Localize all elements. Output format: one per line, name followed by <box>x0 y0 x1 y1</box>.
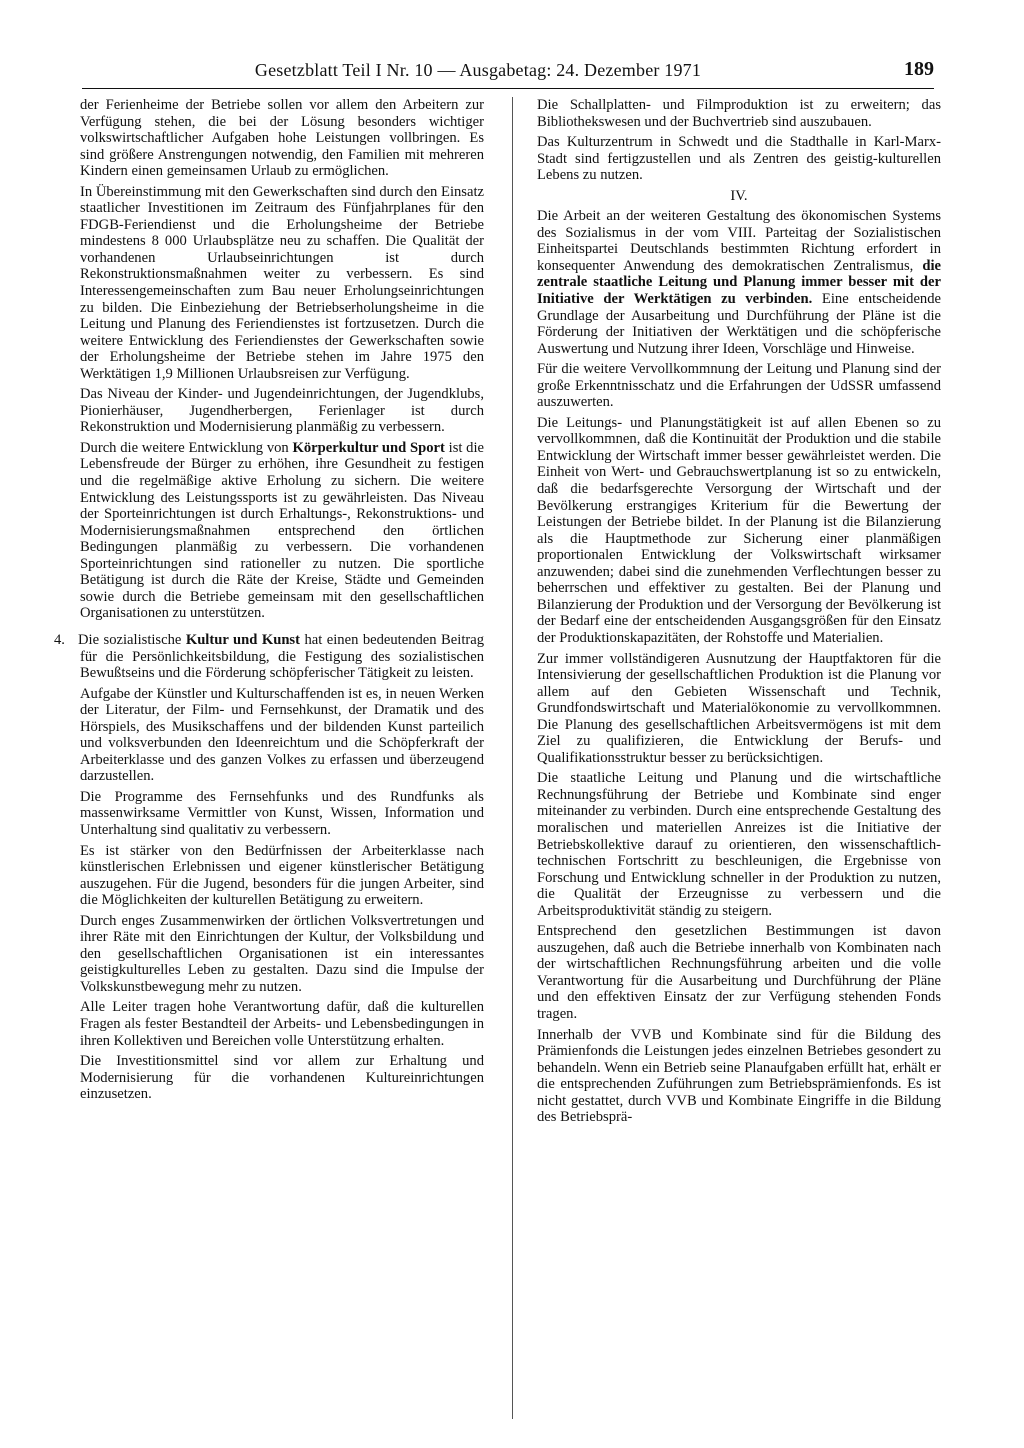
right-paragraph-1: Die Schallplatten- und Filmproduktion ist zu erweitern; das Bibliothekswesen und der Buchvertrieb sind auszubauen. <box>537 97 941 130</box>
right-paragraph-8: Entsprechend den gesetzlichen Bestimmungen ist davon auszugehen, daß auch die Betriebe innerhalb von Kombinaten nach der wirtschaftlichen Rechnungsführung arbeiten und die volle Verantwortung für die Ausarbeitung und Durchführung der Pläne und den effektiven Einsatz der zur Verfügung stehenden Fonds tragen. <box>537 923 941 1022</box>
item-4-number: 4. <box>54 631 65 648</box>
left-paragraph-1: der Ferienheime der Betriebe sollen vor allem den Arbeitern zur Verfügung stehen, die bei der Lösung besonders wichtiger volkswirtschaftlicher Aufgaben hohe Leistungen vollbringen. Es sind größere Anstrengungen notwendig, den Familien mit mehreren Kindern einen gemeinsamen Urlaub zu ermöglichen. <box>80 97 484 180</box>
page-header <box>82 58 934 89</box>
left-item-4-text-c: hat einen bedeutenden Beitrag für die Persönlichkeitsbildung, die Festigung des sozialistischen Bewußtseins und die Förderung schöpferischer Tätigkeit zu leisten. <box>80 631 485 682</box>
left-paragraph-10: Alle Leiter tragen hohe Verantwortung dafür, daß die kulturellen Fragen als fester Bestandteil der Arbeits- und Lebensbedingungen in ihren Kollektiven und Bereichen volle Unterstützung erhalten. <box>80 999 484 1049</box>
left-paragraph-4-text-a: Durch die weitere Entwicklung von <box>80 439 293 456</box>
left-paragraph-8: Es ist stärker von den Bedürfnissen der Arbeiterklasse nach künstlerischen Erlebnissen und eigener künstlerischer Betätigung auszugehen. Für die Jugend, besonders für die jungen Arbeiter, sind die Möglichkeiten der kulturellen Betätigung zu erweitern. <box>80 842 484 909</box>
right-paragraph-3-bold: die zentrale staatliche Leitung und Planung immer besser mit der Initiative der Werktätigen zu verbinden. <box>537 257 941 308</box>
header-title: Gesetzblatt Teil I Nr. 10 — Ausgabetag: 24. Dezember 1971 <box>254 60 702 80</box>
left-paragraph-4-text-c: ist die Lebensfreude der Bürger zu erhöhen, ihre Gesundheit zu festigen und die regelmäßige aktive Erholung zu sichern. Die weitere Entwicklung des Leistungssports ist zu gewährleisten. Das Niveau der Sporteinrichtungen ist durch Erhaltungs-, Rekonstruktions- und Modernisierungsmaßnahmen entsprechend den örtlichen Bedingungen planmäßig zu verbessern. Die vorhandenen Sporteinrichtungen sind rationeller zu nutzen. Die sportliche Betätigung ist durch die Räte der Kreise, Städte und Gemeinden sowie durch die Betriebe gemeinsam mit den gesellschaftlichen Organisationen zu unterstützen. <box>80 439 485 622</box>
right-paragraph-3 <box>537 208 941 357</box>
left-item-4 <box>54 631 485 682</box>
left-item-4-bold: Kultur und Kunst <box>185 631 300 648</box>
right-paragraph-3-text-c: Eine entscheidende Grundlage der Ausarbeitung und Durchführung der Pläne ist die Förderung der Initiativen der Werktätigen und die schöpferische Auswertung und Nutzung ihrer Ideen, Vorschläge und Hinweise. <box>537 291 941 357</box>
right-paragraph-3-text-a: Die Arbeit an der weiteren Gestaltung des ökonomischen Systems des Sozialismus in der vom VIII. Parteitag der Sozialistischen Einheitspartei Deutschlands bestimmten Richtung erfordert in konsequenter Anwendung des demokratischen Zentralismus, <box>537 208 941 274</box>
right-paragraph-6: Zur immer vollständigeren Ausnutzung der Hauptfaktoren für die Intensivierung der gesellschaftlichen Produktion ist die Planung vor allem auf den Gebieten Wissenschaft und Technik, Grundfondswirtschaft und Materialökonomie zu vervollkommnen. Die Planung des gesellschaftlichen Arbeitsvermögens ist mit dem Ziel zu qualifizieren, die Entwicklung der Berufs- und Qualifikationsstruktur besser zu berücksichtigen. <box>537 650 941 766</box>
left-paragraph-7: Die Programme des Fernsehfunks und des Rundfunks als massenwirksame Vermittler von Kunst, Wissen, Information und Unterhaltung sind qualitativ zu verbessern. <box>80 788 484 838</box>
left-paragraph-11: Die Investitionsmittel sind vor allem zur Erhaltung und Modernisierung für die vorhandenen Kultureinrichtungen einzusetzen. <box>80 1053 484 1103</box>
left-item-4-text-a: Die sozialistische <box>78 631 186 648</box>
section-heading: IV. <box>730 187 748 204</box>
column-divider <box>512 97 513 1419</box>
right-paragraph-4: Für die weitere Vervollkommnung der Leitung und Planung sind der große Erkenntnisschatz und die Erfahrungen der UdSSR umfassend auszuwerten. <box>537 361 941 411</box>
left-paragraph-6: Aufgabe der Künstler und Kulturschaffenden ist es, in neuen Werken der Literatur, der Film- und Fernsehkunst, der Dramatik und des Hörspiels, des Musikschaffens und der bildenden Kunst parteilich und volksverbunden den Ideenreichtum und die Schöpferkraft der Arbeiterklasse und des ganzen Volkes zu erfassen und überzeugend darzustellen. <box>80 685 484 785</box>
right-paragraph-5: Die Leitungs- und Planungstätigkeit ist auf allen Ebenen so zu vervollkommnen, daß die Kontinuität der Produktion und die stabile Entwicklung der Wirtschaft immer besser gewährleistet werden. Die Einheit von Wert- und Gebrauchswertplanung ist so zu entwickeln, daß die bedarfsgerechte Versorgung der Wirtschaft und der Bevölkerung erstrangiges Kriterium für die Bewertung der Leistungen der Betriebe bildet. In der Planung ist die Bilanzierung als die Hauptmethode zur Sicherung einer planmäßigen proportionalen Entwicklung der Volkswirtschaft wirksamer anzuwenden; dabei sind die zunehmenden Verflechtungen besser zu beherrschen und effektiver zu gestalten. Bei der Planung und Bilanzierung der Produktion und der Versorgung der Bevölkerung ist der Bedarf eine der entscheidenden Ausgangsgrößen für den Einsatz der Produktionskapazitäten, der Rohstoffe und Materialien. <box>537 414 941 646</box>
right-paragraph-9: Innerhalb der VVB und Kombinate sind für die Bildung des Prämienfonds die Leistungen jedes einzelnen Betriebes gesondert zu behandeln. Wenn ein Betrieb seine Planaufgaben erfüllt hat, erhält er die entsprechenden Zuführungen zum Betriebsprämienfonds. Es ist nicht gestattet, durch VVB und Kombinate Eingriffe in die Bildung des Betriebsprä- <box>537 1026 941 1126</box>
left-paragraph-2: In Übereinstimmung mit den Gewerkschaften sind durch den Einsatz staatlicher Investitionen im Zeitraum des Fünfjahrplanes für den FDGB-Feriendienst und die Erholungsheime der Betriebe mindestens 8 000 Urlaubsplätze neu zu schaffen. Die Qualität der vorhandenen Urlaubseinrichtungen ist durch Rekonstruktionsmaßnahmen weiter zu verbessern. Es sind Interessengemeinschaften zum Bau neuer Erholungseinrichtungen zu bilden. Die Einbeziehung der Betriebserholungsheime in die Leitung und Planung des Feriendienstes ist fortzusetzen. Durch die weitere Entwicklung des Feriendienstes der Gewerkschaften sowie der Erholungsheime der Betriebe stehen im Jahre 1975 den Werktätigen 1,9 Millionen Urlaubsreisen zur Verfügung. <box>80 183 484 382</box>
left-paragraph-9: Durch enges Zusammenwirken der örtlichen Volksvertretungen und ihrer Räte mit den Einrichtungen der Kultur, der Volksbildung und den gesellschaftlichen Organisationen ist ein interessantes geistigkulturelles Leben zu gestalten. Dazu sind die Impulse der Volkskunstbewegung mehr zu nutzen. <box>80 912 484 995</box>
right-paragraph-2: Das Kulturzentrum in Schwedt und die Stadthalle in Karl-Marx-Stadt sind fertigzustellen und als Zentren des geistig-kulturellen Lebens zu nutzen. <box>537 134 941 184</box>
left-paragraph-4 <box>80 440 484 622</box>
left-paragraph-4-bold: Körperkultur und Sport <box>292 439 445 456</box>
right-column <box>537 97 941 1130</box>
left-column <box>54 97 485 1107</box>
page-number: 189 <box>904 58 934 80</box>
left-paragraph-3: Das Niveau der Kinder- und Jugendeinrichtungen, der Jugendklubs, Pionierhäuser, Jugendherbergen, Ferienlager ist durch Rekonstruktion und Modernisierung planmäßig zu verbessern. <box>80 386 484 436</box>
right-paragraph-7: Die staatliche Leitung und Planung und die wirtschaftliche Rechnungsführung der Betriebe und Kombinate sind enger miteinander zu verbinden. Durch eine entsprechende Gestaltung des moralischen und materiellen Anreizes ist die Initiative der Betriebskollektive darauf zu orientieren, den wissenschaftlich-technischen Fortschritt zu beschleunigen, die Ergebnisse von Forschung und Entwicklung schneller in der Produktion zu nutzen, die Qualität der Erzeugnisse zu verbessern und die Arbeitsproduktivität ständig zu steigern. <box>537 770 941 919</box>
